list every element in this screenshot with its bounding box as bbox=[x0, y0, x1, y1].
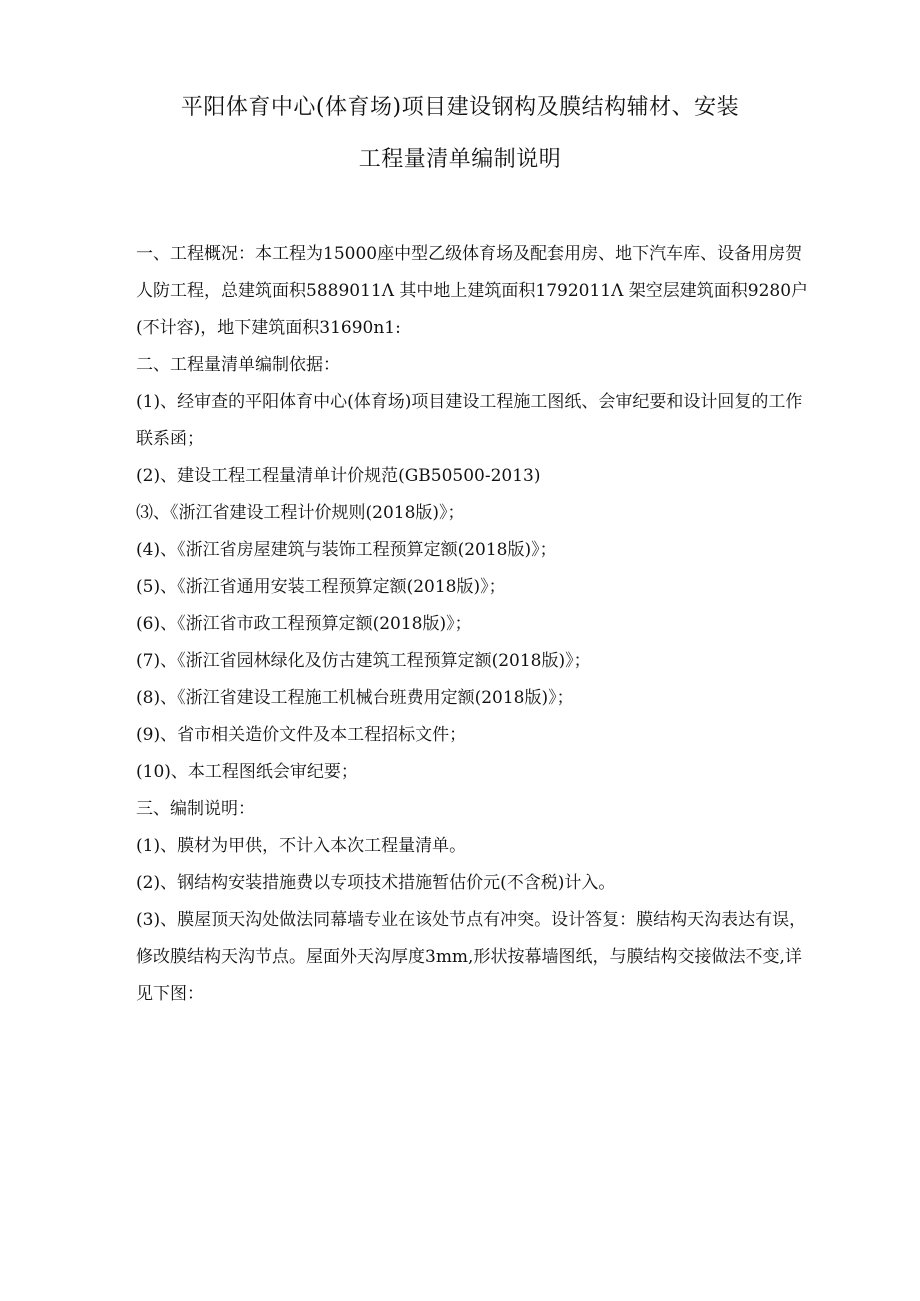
basis-item-8: (8)、《浙江省建设工程施工机械台班费用定额(2018版)》； bbox=[136, 688, 574, 708]
basis-item-4: (4)、《浙江省房屋建筑与装饰工程预算定额(2018版)》； bbox=[136, 540, 557, 560]
heading-basis: 二、工程量清单编制依据： bbox=[136, 355, 340, 375]
basis-item-7: (7)、《浙江省园林绿化及仿古建筑工程预算定额(2018版)》； bbox=[136, 651, 591, 671]
basis-item-1: (1)、经审查的平阳体育中心(体育场)项目建设工程施工图纸、会审纪要和设计回复的工作联系函； bbox=[136, 392, 803, 449]
document-body bbox=[136, 236, 812, 1013]
basis-item-10: (10)、本工程图纸会审纪要； bbox=[136, 762, 358, 782]
heading-notes: 三、编制说明： bbox=[136, 799, 255, 819]
paragraph-project-overview: 一、工程概况：本工程为15000座中型乙级体育场及配套用房、地下汽车库、设备用房贺人防工程，总建筑面积5889011Λ 其中地上建筑面积1792011Λ 架空层建筑面积9280户(不计容)，地下建筑面积31690n1: bbox=[136, 244, 809, 338]
basis-item-9: (9)、省市相关造价文件及本工程招标文件； bbox=[136, 725, 467, 745]
note-item-2: (2)、钢结构安装措施费以专项技术措施暂估价元(不含税)计入。 bbox=[136, 873, 616, 893]
basis-item-3: ⑶、《浙江省建设工程计价规则(2018版)》； bbox=[136, 503, 465, 523]
note-item-1: (1)、膜材为甲供，不计入本次工程量清单。 bbox=[136, 836, 467, 856]
basis-item-2: (2)、建设工程工程量清单计价规范(GB50500-2013) bbox=[136, 466, 541, 486]
basis-item-5: (5)、《浙江省通用安装工程预算定额(2018版)》； bbox=[136, 577, 506, 597]
document-title-line-2: 工程量清单编制说明 bbox=[358, 147, 562, 172]
document-title-line-1: 平阳体育中心(体育场)项目建设钢构及膜结构辅材、安装 bbox=[180, 95, 740, 120]
basis-item-6: (6)、《浙江省市政工程预算定额(2018版)》； bbox=[136, 614, 472, 634]
note-item-3: (3)、膜屋顶天沟处做法同幕墙专业在该处节点有冲突。设计答复：膜结构天沟表达有误，修改膜结构天沟节点。屋面外天沟厚度3mm,形状按幕墙图纸，与膜结构交接做法不变,详见下图： bbox=[136, 910, 807, 1004]
